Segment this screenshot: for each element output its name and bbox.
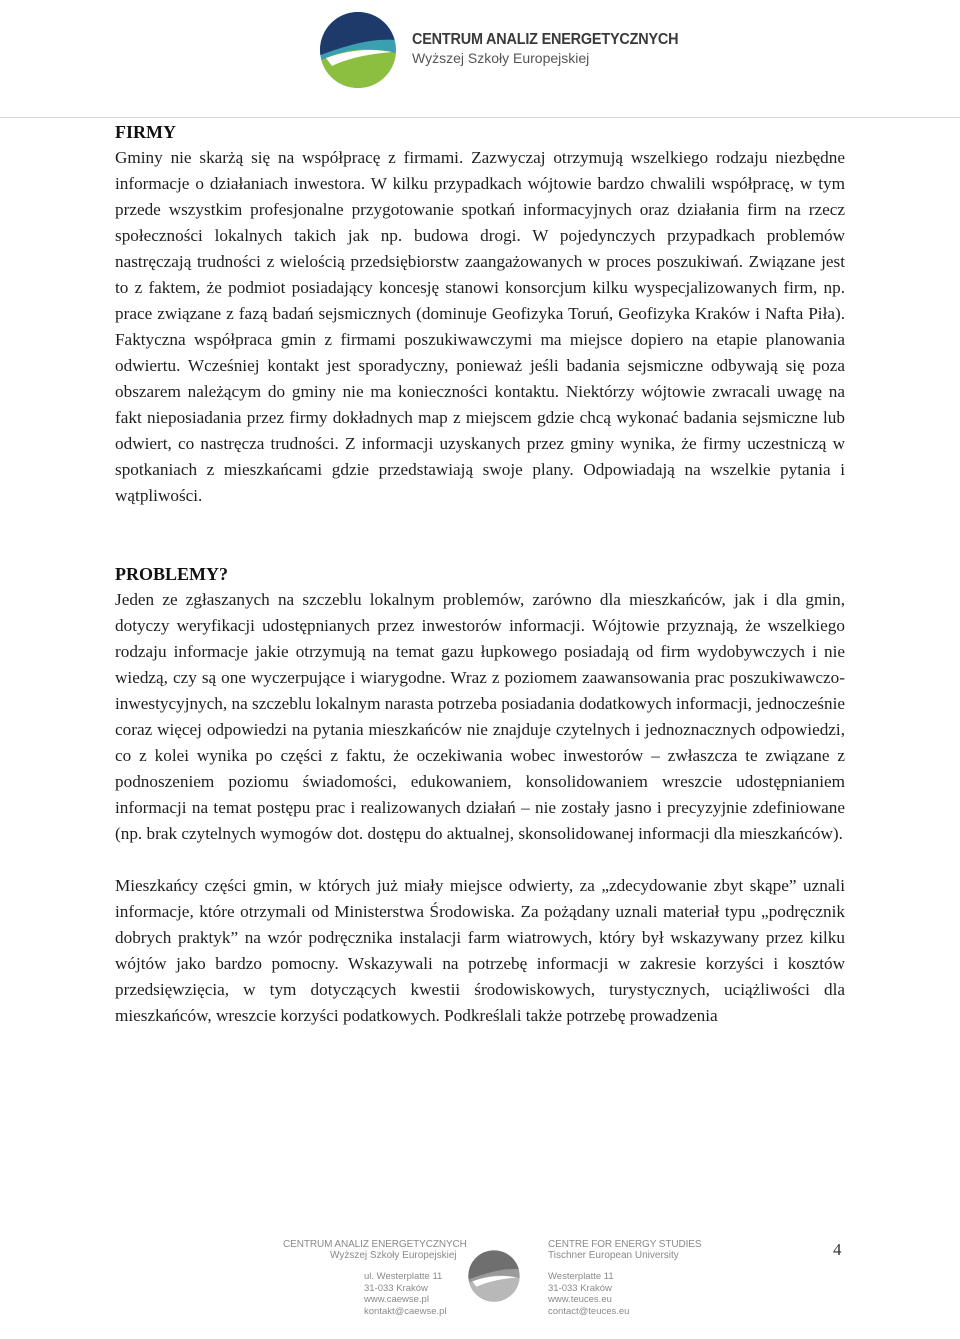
footer-right-street: Westerplatte 11 [548,1271,614,1282]
caewse-logo-icon [318,10,398,90]
page-number: 4 [833,1240,842,1259]
paragraph-problemy-2: Mieszkańcy części gmin, w których już miały miejsce odwierty, za „zdecydowanie zbyt skąpe” uznali informacje, które otrzymali od Ministerstwa Środowiska. Za pożądany uznali materiał typu „podręcznik dobrych praktyk” na wzór podręcznika instalacji farm wiatrowych, który był wskazywany przez kilku wójtów jako bardzo pomocny. Wskazywali na potrzebę informacji w zakresie korzyści i kosztów przedsięwzięcia, w tym dotyczących kwestii środowiskowych, turystycznych, uciążliwości dla mieszkańców, wreszcie korzyści podatkowych. Podkreślali także potrzebę prowadzenia [115,876,845,1025]
page-footer [0,1225,960,1339]
page-header [0,0,960,118]
paragraph-firmy: Gminy nie skarżą się na współpracę z firmami. Zazwyczaj otrzymują wszelkiego rodzaju niezbędne informacje o działaniach inwestora. W kilku przypadkach wójtowie bardzo chwalili współpracę, w tym przede wszystkim profesjonalne przygotowanie spotkań informacyjnych oraz działania firm na rzecz społeczności lokalnych takich jak np. budowa drogi. W pojedynczych przypadkach problemów nastręczają trudności z wielością przedsiębiorstw zaangażowanych w proces poszukiwań. Związane jest to z faktem, że podmiot posiadający koncesję stanowi konsorcjum kilku wyspecjalizowanych firm, np. prace związane z fazą badań sejsmicznych (dominuje Geofizyka Toruń, Geofizyka Kraków i Nafta Piła). Faktyczna współpraca gmin z firmami poszukiwawczymi ma miejsce dopiero na etapie planowania odwiertu. Wcześniej kontakt jest sporadyczny, ponieważ jeśli badania sejsmiczne odbywają się poza obszarem należącym do gminy nie ma konieczności kontaktu. Niektórzy wójtowie zwracali uwagę na fakt nieposiadania przez firmy dokładnych map z miejscem gdzie chcą wykonać badania sejsmiczne lub odwiert, co nastręcza trudności. Z informacji uzyskanych przez gminy wynika, że firmy uczestniczą w spotkaniach z mieszkańcami gdzie przedstawiają swoje plany. Odpowiadają na wszelkie pytania i wątpliwości. [115,148,845,505]
footer-right-website: www.teuces.eu [548,1294,612,1305]
footer-left-website: www.caewse.pl [364,1294,429,1305]
document-body [115,119,845,1029]
section-heading-firmy: FIRMY [115,122,176,142]
footer-left-subtitle: Wyższej Szkoły Europejskiej [330,1250,457,1261]
header-divider [0,117,960,118]
section-spacer [115,509,845,561]
footer-right-title: CENTRE FOR ENERGY STUDIES [548,1239,702,1250]
footer-right-email: contact@teuces.eu [548,1305,630,1317]
footer-left-city: 31-033 Kraków [364,1282,428,1294]
footer-right-city: 31-033 Kraków [548,1282,612,1294]
footer-right-address [548,1271,629,1317]
footer-left-address [364,1271,447,1317]
footer-logo-icon [467,1249,521,1303]
footer-left-street: ul. Westerplatte 11 [364,1271,443,1282]
paragraph-problemy-1: Jeden ze zgłaszanych na szczeblu lokalnym problemów, zarówno dla mieszkańców, jak i dla gmin, dotyczy weryfikacji udostępnianych przez inwestorów informacji. Wójtowie przyznają, że wszelkiego rodzaju informacje jakie otrzymują na temat gazu łupkowego posiadają od firm wydobywczych i nie wiedzą, czy są one wyczerpujące i wiarygodne. Wraz z poziomem zaawansowania prac poszukiwawczo-inwestycyjnych, na szczeblu lokalnym narasta potrzeba posiadania dodatkowych informacji, jednocześnie coraz więcej odpowiedzi na pytania mieszkańców nie znajduje czytelnych i jednoznacznych odpowiedzi, co z kolei wynika po części z faktu, że oczekiwania wobec inwestorów – zwłaszcza te związane z podnoszeniem poziomu świadomości, edukowaniem, konsolidowaniem wreszcie udostępnianiem informacji na temat postępu prac i realizowanych działań – nie zostały jasno i precyzyjnie zdefiniowane (np. brak czytelnych wymogów dot. dostępu do aktualnej, skonsolidowanej informacji dla mieszkańców). [115,590,845,843]
footer-left-email: kontakt@caewse.pl [364,1305,447,1317]
org-name: CENTRUM ANALIZ ENERGETYCZNYCH [412,31,679,48]
org-subtitle: Wyższej Szkoły Europejskiej [412,50,590,66]
paragraph-spacer [115,847,845,873]
footer-right-subtitle: Tischner European University [548,1250,679,1261]
footer-left-title: CENTRUM ANALIZ ENERGETYCZNYCH [283,1239,467,1250]
section-heading-problemy: PROBLEMY? [115,564,229,584]
